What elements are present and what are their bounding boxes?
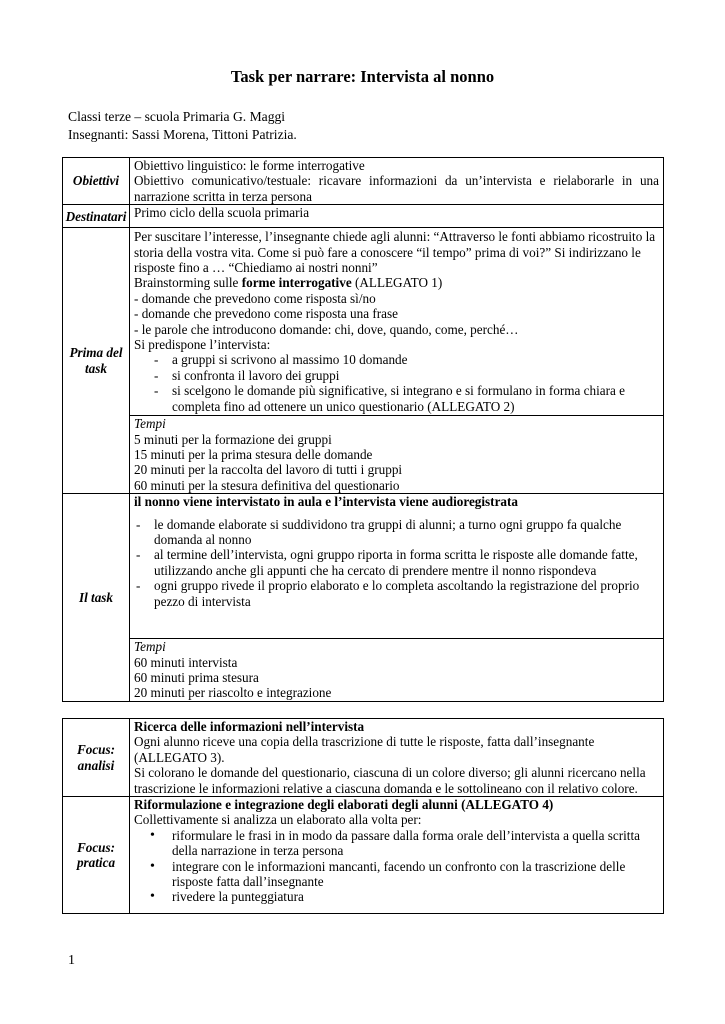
cell-focus-pratica bbox=[130, 797, 664, 914]
label-il-task: Il task bbox=[63, 494, 130, 702]
list-item: - a gruppi si scrivono al massimo 10 domande bbox=[154, 352, 659, 367]
document-meta bbox=[68, 108, 297, 144]
teachers-info: Insegnanti: Sassi Morena, Tittoni Patrizia. bbox=[68, 127, 297, 142]
focus-table bbox=[62, 718, 664, 914]
objective-communicative: Obiettivo comunicativo/testuale: ricavare informazioni da un’intervista e rielaborarle in una narrazione scritta in terza persona bbox=[134, 173, 659, 204]
task-table bbox=[62, 157, 664, 702]
task-steps-list bbox=[134, 517, 659, 609]
page-number: 1 bbox=[68, 953, 75, 968]
row-il-task bbox=[63, 494, 664, 639]
document-title: Task per narrare: Intervista al nonno bbox=[230, 67, 495, 86]
list-item: - si confronta il lavoro dei gruppi bbox=[154, 368, 659, 383]
list-item: • integrare con le informazioni mancanti, facendo un confronto con la trascrizione delle risposte fatta dall’insegnante bbox=[150, 859, 659, 890]
cell-obiettivi bbox=[130, 158, 664, 205]
row-task-tempi bbox=[63, 639, 664, 702]
row-focus-pratica bbox=[63, 797, 664, 914]
tempi-line: 60 minuti intervista bbox=[134, 654, 238, 670]
cell-prima-tempi bbox=[130, 416, 664, 494]
label-focus-analisi: Focus: analisi bbox=[63, 719, 130, 797]
cell-task-tempi bbox=[130, 639, 664, 702]
list-item: - le domande elaborate si suddividono tra gruppi di alunni; a turno ogni gruppo fa qualche domanda al nonno bbox=[136, 517, 659, 548]
analisi-paragraph: Si colorano le domande del questionario, ciascuna di un colore diverso; gli alunni ricercano nella trascrizione le informazioni relative a ciascuna domanda e le sottolineano con il relativo colore. bbox=[134, 765, 646, 796]
cell-focus-analisi bbox=[130, 719, 664, 797]
list-item: - ogni gruppo rivede il proprio elaborato e lo completa ascoltando la registrazione del proprio pezzo di intervista bbox=[136, 578, 659, 609]
tempi-line: 5 minuti per la formazione dei gruppi bbox=[134, 431, 332, 447]
brainstorming-bold: forme interrogative bbox=[241, 275, 352, 291]
list-item: - al termine dell’intervista, ogni gruppo riporta in forma scritta le risposte alle domande fatte, utilizzando anche gli appunti che ha cercato di prendere mentre il nonno rispondeva bbox=[136, 547, 659, 578]
pratica-list bbox=[134, 828, 659, 905]
row-obiettivi bbox=[63, 158, 664, 205]
question-type-line: - domande che prevedono come risposta una frase bbox=[134, 306, 399, 322]
predispone-line: Si predispone l’intervista: bbox=[134, 337, 271, 353]
brainstorming-line bbox=[134, 275, 659, 290]
cell-task-content bbox=[130, 494, 664, 639]
row-prima-tempi bbox=[63, 416, 664, 494]
tempi-line: 20 minuti per riascolto e integrazione bbox=[134, 685, 332, 701]
pratica-heading: Riformulazione e integrazione degli elaborati degli alunni (ALLEGATO 4) bbox=[134, 797, 554, 813]
tempi-line: 20 minuti per la raccolta del lavoro di tutti i gruppi bbox=[134, 462, 403, 478]
list-item: • rivedere la punteggiatura bbox=[150, 889, 659, 904]
objective-linguistic: Obiettivo linguistico: le forme interrogative bbox=[134, 158, 365, 173]
list-item: - si scelgono le domande più significative, si integrano e si formulano in forma chiara e completa fino ad ottenere un unico questionario (ALLEGATO 2) bbox=[154, 383, 659, 414]
tempi-label: Tempi bbox=[134, 639, 166, 655]
tempi-line: 60 minuti per la stesura definitiva del questionario bbox=[134, 477, 400, 493]
tempi-line: 60 minuti prima stesura bbox=[134, 669, 259, 685]
row-prima-del-task bbox=[63, 228, 664, 416]
question-type-line: - le parole che introducono domande: chi, dove, quando, come, perché… bbox=[134, 321, 519, 337]
label-destinatari: Destinatari bbox=[63, 205, 130, 228]
cell-destinatari: Primo ciclo della scuola primaria bbox=[130, 205, 664, 228]
analisi-heading: Ricerca delle informazioni nell’intervista bbox=[134, 719, 365, 734]
class-info: Classi terze – scuola Primaria G. Maggi bbox=[68, 109, 286, 124]
label-prima-del-task: Prima del task bbox=[63, 228, 130, 494]
brainstorming-prefix: Brainstorming sulle bbox=[134, 275, 242, 291]
analisi-paragraph: Ogni alunno riceve una copia della trascrizione di tutte le risposte, fatta dall’insegnante (ALLEGATO 3). bbox=[134, 734, 595, 765]
label-obiettivi: Obiettivi bbox=[63, 158, 130, 205]
pratica-intro: Collettivamente si analizza un elaborato alla volta per: bbox=[134, 812, 422, 828]
prima-intro: Per suscitare l’interesse, l’insegnante chiede agli alunni: “Attraverso le fonti abbiamo ricostruito la storia della vostra vita. Come si può fare a conoscere “il tempo” prima di voi?” Si indirizzano le risposte fino a … “Chiediamo ai nostri nonni” bbox=[134, 229, 656, 276]
tempi-line: 15 minuti per la prima stesura delle domande bbox=[134, 446, 373, 462]
tempi-label: Tempi bbox=[134, 416, 166, 432]
label-focus-pratica: Focus: pratica bbox=[63, 797, 130, 914]
row-focus-analisi bbox=[63, 719, 664, 797]
cell-prima-content bbox=[130, 228, 664, 416]
list-item: • riformulare le frasi in in modo da passare dalla forma orale dell’intervista a quella scritta della narrazione in terza persona bbox=[150, 828, 659, 859]
row-destinatari bbox=[63, 205, 664, 228]
task-heading: il nonno viene intervistato in aula e l’intervista viene audioregistrata bbox=[134, 494, 519, 510]
question-type-line: - domande che prevedono come risposta sì/no bbox=[134, 290, 376, 306]
prima-steps-list bbox=[134, 352, 659, 414]
brainstorming-suffix: (ALLEGATO 1) bbox=[351, 275, 443, 291]
